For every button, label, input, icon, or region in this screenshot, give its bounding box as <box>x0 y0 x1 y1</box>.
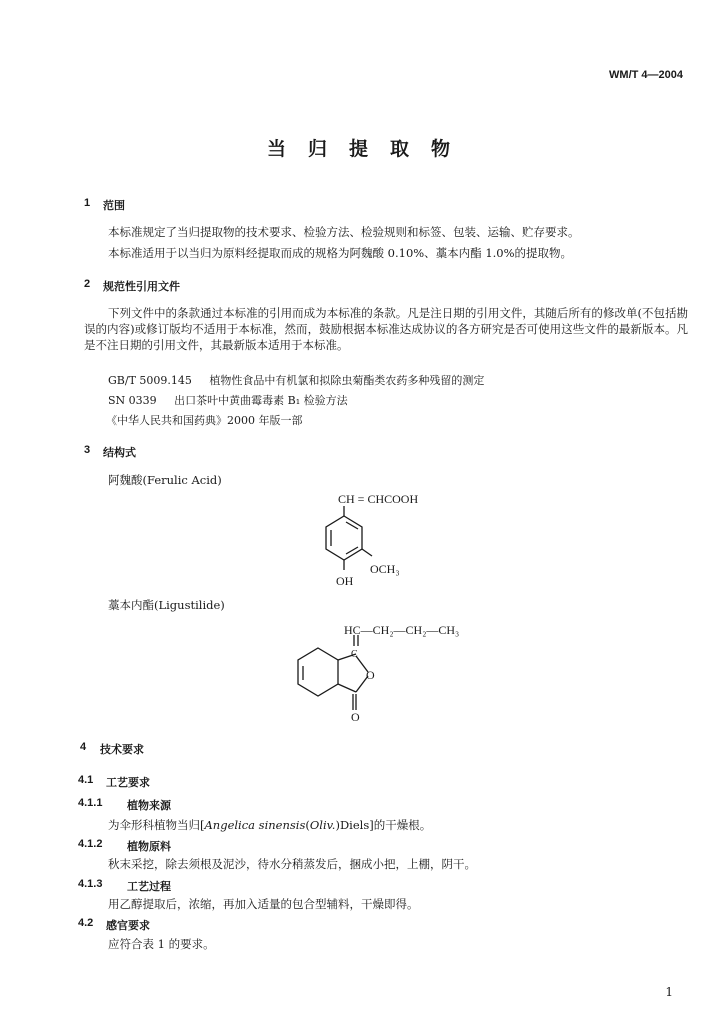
reference-1-name: 植物性食品中有机氯和拟除虫菊酯类农药多种残留的测定 <box>209 374 485 387</box>
section-4-1-2-title: 植物原料 <box>127 841 171 853</box>
section-4-2-number: 4.2 <box>78 917 94 929</box>
section-3-number: 3 <box>84 444 91 456</box>
section-4-1-1-text <box>108 817 431 833</box>
plant-author-italic: Oliv. <box>309 818 336 832</box>
ferulic-methoxy: OCH₃ <box>370 562 400 576</box>
reference-2-name: 出口茶叶中黄曲霉毒素 B₁ 检验方法 <box>174 394 348 407</box>
reference-2 <box>108 392 348 408</box>
section-1-title: 范围 <box>103 200 125 212</box>
section-4-1-1-title: 植物来源 <box>127 800 171 812</box>
plant-source-suffix: )Diels]的干燥根。 <box>335 818 432 832</box>
section-2-paragraph: 下列文件中的条款通过本标准的引用而成为本标准的条款。凡是注日期的引用文件，其随后所有的修改单(不包括勘误的内容)或修订版均不适用于本标准，然而，鼓励根据本标准达成协议的各方研究是否可使用这些文件的最新版本。凡是不注日期的引用文件，其最新版本适用于本标准。 <box>84 306 688 352</box>
section-2-number: 2 <box>84 278 91 290</box>
ferulic-acid-label: 阿魏酸(Ferulic Acid) <box>108 473 222 487</box>
section-1-number: 1 <box>84 197 91 209</box>
plant-source-paren: ( <box>305 818 310 832</box>
page-number: 1 <box>665 985 673 999</box>
ligustilide-ring-carbon: C <box>351 649 358 660</box>
section-4-1-2-number: 4.1.2 <box>78 838 103 850</box>
ferulic-side-chain: CH = CHCOOH <box>338 492 419 506</box>
reference-1 <box>108 372 484 388</box>
section-4-1-number: 4.1 <box>78 774 94 786</box>
reference-3: 《中华人民共和国药典》2000 年版一部 <box>106 414 303 427</box>
standard-code: WM/T 4—2004 <box>609 69 683 81</box>
section-4-title: 技术要求 <box>100 744 144 756</box>
section-4-1-1-number: 4.1.1 <box>78 797 103 809</box>
section-4-1-2-text: 秋末采挖，除去须根及泥沙，待水分稍蒸发后，捆成小把，上棚，阴干。 <box>108 857 476 871</box>
section-1-line-1: 本标准规定了当归提取物的技术要求、检验方法、检验规则和标签、包装、运输、贮存要求。 <box>108 225 580 239</box>
reference-1-code: GB/T 5009.145 <box>108 374 192 387</box>
section-1-line-2: 本标准适用于以当归为原料经提取而成的规格为阿魏酸 0.10%、藁本内酯 1.0%的提取物。 <box>108 246 573 260</box>
section-4-1-3-title: 工艺过程 <box>127 881 171 893</box>
ligustilide-label: 藁本内酯(Ligustilide) <box>108 598 225 612</box>
section-4-2-text: 应符合表 1 的要求。 <box>108 937 215 951</box>
plant-species-italic: Angelica sinensis <box>204 818 306 832</box>
section-3-title: 结构式 <box>103 447 136 459</box>
plant-source-prefix: 为伞形科植物当归[ <box>108 818 205 832</box>
section-4-1-3-text: 用乙醇提取后，浓缩，再加入适量的包合型辅料，干燥即得。 <box>108 897 419 911</box>
ligustilide-side-chain: HC—CH₂—CH₂—CH₃ <box>344 623 460 637</box>
section-4-1-title: 工艺要求 <box>106 777 150 789</box>
section-2-title: 规范性引用文件 <box>103 281 180 293</box>
ligustilide-carbonyl-oxygen: O <box>351 710 360 724</box>
section-4-2-title: 感官要求 <box>106 920 150 932</box>
reference-2-code: SN 0339 <box>108 394 157 407</box>
ligustilide-ring-oxygen: O <box>366 668 375 682</box>
section-4-number: 4 <box>80 741 87 753</box>
ferulic-hydroxyl: OH <box>336 574 354 588</box>
section-4-1-3-number: 4.1.3 <box>78 878 103 890</box>
page-title: 当归提取物 <box>266 138 472 160</box>
